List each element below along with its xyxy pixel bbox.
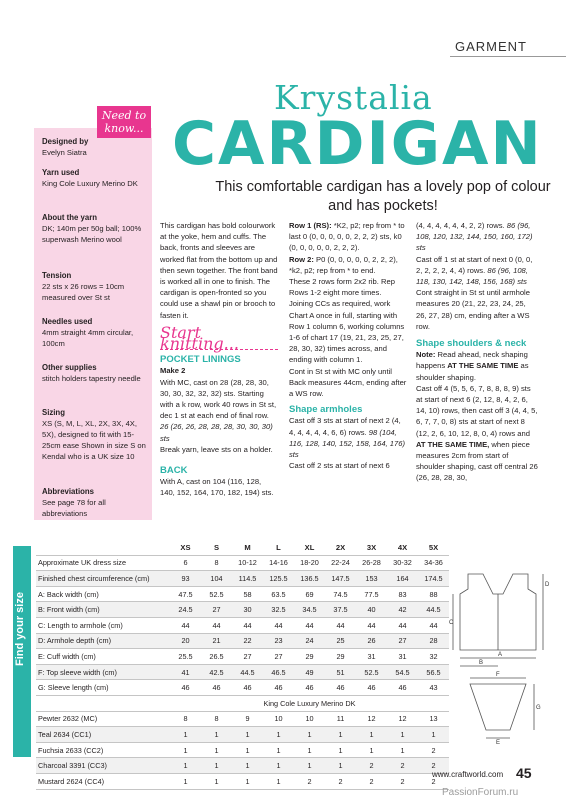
table-cell: 1	[263, 742, 294, 758]
armholes-text	[289, 415, 409, 460]
table-row	[36, 727, 449, 743]
table-cell: 1	[170, 742, 201, 758]
size-header-cell: 5X	[418, 540, 449, 555]
find-your-size-label: Find your size	[14, 592, 26, 666]
table-cell: 1	[356, 742, 387, 758]
table-cell: 34.5	[294, 602, 325, 618]
yarn-header-blank	[36, 695, 170, 711]
table-cell: 2	[356, 758, 387, 774]
table-cell: 46	[356, 680, 387, 696]
table-cell: 1	[263, 727, 294, 743]
table-cell: 1	[201, 742, 232, 758]
table-cell: 46	[232, 680, 263, 696]
table-cell: 44	[325, 617, 356, 633]
size-header-cell: S	[201, 540, 232, 555]
table-cell: 1	[294, 742, 325, 758]
size-header-cell: M	[232, 540, 263, 555]
table-row	[36, 586, 449, 602]
row-label: Pewter 2632 (MC)	[36, 711, 170, 727]
diagram-label-b: B	[479, 660, 484, 666]
yarn-used	[42, 167, 150, 189]
table-cell: 44	[356, 617, 387, 633]
row-1-text: *K2, p2; rep from * to last 0 (0, 0, 0, 0, 0, 2, 2, 2) sts, k0 (0, 0, 0, 0, 0, 2, 2, 2).	[289, 221, 405, 253]
table-cell: 10	[294, 711, 325, 727]
table-cell: 31	[387, 649, 418, 665]
neck-text: when piece measures 2cm from start of shoulder shaping, cast off central 26 (26, 28, 28, 30,	[416, 439, 538, 483]
table-cell: 46	[263, 680, 294, 696]
table-cell: 41	[170, 664, 201, 680]
table-cell: 46	[325, 680, 356, 696]
tension-value: 22 sts x 26 rows = 10cm measured over St st	[42, 282, 125, 302]
row-label: B: Front width (cm)	[36, 602, 170, 618]
table-cell: 47.5	[170, 586, 201, 602]
table-cell: 1	[325, 727, 356, 743]
table-cell: 32	[418, 649, 449, 665]
table-row	[36, 649, 449, 665]
abbreviations	[42, 486, 150, 519]
table-cell: 12	[356, 711, 387, 727]
table-cell: 174.5	[418, 571, 449, 587]
table-cell: 51	[325, 664, 356, 680]
table-cell: 27	[263, 649, 294, 665]
table-cell: 26.5	[201, 649, 232, 665]
table-cell: 1	[263, 773, 294, 789]
yarn-header-row	[36, 695, 449, 711]
table-cell: 1	[263, 758, 294, 774]
table-row	[36, 680, 449, 696]
needles-value: 4mm straight 4mm circular, 100cm	[42, 328, 134, 348]
table-cell: 6	[170, 555, 201, 571]
table-cell: 52.5	[201, 586, 232, 602]
table-cell: 44	[201, 617, 232, 633]
table-cell: 69	[294, 586, 325, 602]
shoulder-castoff: Cast off 4 (5, 5, 6, 7, 8, 8, 8, 9) sts at start of next 6 (2, 12, 8, 4, 2, 6, 14, 10) rows, then cast off 3 (4, 4, 5, 6, 7, 7, 0, 8) sts at start of next 8 (12, 2, 6, 10, 12, 8, 0, 4) rows and	[416, 383, 538, 438]
table-cell: 77.5	[356, 586, 387, 602]
table-cell: 12	[387, 711, 418, 727]
about-yarn-value: DK; 140m per 50g ball; 100% superwash Merino wool	[42, 224, 142, 244]
col3-straight: Cont straight in St st until armhole measures 20 (21, 22, 23, 24, 25, 26, 27, 28) cm, ending after a WS row.	[416, 288, 530, 331]
table-cell: 37.5	[325, 602, 356, 618]
table-cell: 54.5	[387, 664, 418, 680]
pocket-instructions: With MC, cast on 28 (28, 28, 30, 30, 30, 32, 32, 32) sts. Starting with a k row, work 40 rows in St st, dec 1 st at each end of final row.	[160, 377, 277, 421]
table-cell: 136.5	[294, 571, 325, 587]
column-2	[289, 220, 409, 471]
table-cell: 1	[387, 727, 418, 743]
diagram-label-g: G	[536, 705, 541, 711]
table-row	[36, 602, 449, 618]
back-heading: BACK	[160, 465, 188, 477]
table-cell: 1	[418, 727, 449, 743]
table-row	[36, 571, 449, 587]
need-to-know-badge: Need to know...	[97, 106, 151, 138]
diagram-label-a: A	[498, 652, 503, 658]
table-cell: 27	[387, 633, 418, 649]
table-cell: 2	[294, 773, 325, 789]
col3-rows	[416, 220, 538, 254]
table-cell: 8	[201, 555, 232, 571]
col3-rows-text: (4, 4, 4, 4, 4, 4, 2, 2) rows.	[416, 221, 505, 230]
row-label: Charcoal 3391 (CC3)	[36, 758, 170, 774]
row-2-text: P0 (0, 0, 0, 0, 0, 2, 2, 2), *k2, p2; rep from * to end.	[289, 254, 398, 275]
table-cell: 83	[387, 586, 418, 602]
same-time-1: AT THE SAME TIME	[447, 361, 519, 371]
table-cell: 31	[356, 649, 387, 665]
as-shoulder-text: as shoulder shaping.	[416, 361, 529, 382]
table-cell: 27	[201, 602, 232, 618]
about-yarn-label: About the yarn	[42, 213, 98, 222]
table-row	[36, 664, 449, 680]
row-label: Teal 2634 (CC1)	[36, 727, 170, 743]
table-cell: 22	[232, 633, 263, 649]
pattern-title-big: CARDIGAN	[172, 109, 543, 179]
table-cell: 26-28	[356, 555, 387, 571]
table-cell: 27	[232, 649, 263, 665]
pocket-break: Break yarn, leave sts on a holder.	[160, 444, 273, 454]
table-cell: 44	[232, 617, 263, 633]
table-cell: 44	[418, 617, 449, 633]
table-cell: 46	[387, 680, 418, 696]
table-cell: 88	[418, 586, 449, 602]
other-supplies	[42, 362, 150, 384]
table-cell: 2	[325, 773, 356, 789]
row-label: E: Cuff width (cm)	[36, 649, 170, 665]
table-cell: 49	[294, 664, 325, 680]
pattern-title-small: Krystalia	[274, 78, 433, 117]
table-cell: 43	[418, 680, 449, 696]
page-number: 45	[516, 765, 532, 781]
table-cell: 29	[294, 649, 325, 665]
col3-castoff	[416, 254, 538, 288]
row-2	[289, 254, 409, 276]
diagram-label-e: E	[496, 740, 501, 746]
table-cell: 42	[387, 602, 418, 618]
table-cell: 2	[418, 758, 449, 774]
about-yarn	[42, 212, 150, 245]
neck-shaping	[416, 439, 538, 484]
table-cell: 21	[201, 633, 232, 649]
row-label: Fuchsia 2633 (CC2)	[36, 742, 170, 758]
watermark: PassionForum.ru	[442, 787, 519, 798]
size-table	[36, 540, 449, 790]
table-cell: 14-16	[263, 555, 294, 571]
table-cell: 63.5	[263, 586, 294, 602]
size-header-cell: L	[263, 540, 294, 555]
section-divider	[450, 56, 566, 57]
table-cell: 26	[356, 633, 387, 649]
designed-by	[42, 136, 150, 158]
same-time-2: AT THE SAME TIME,	[416, 439, 490, 449]
table-cell: 22-24	[325, 555, 356, 571]
size-header-blank	[36, 540, 170, 555]
yarn-used-value: King Cole Luxury Merino DK	[42, 179, 138, 188]
table-cell: 147.5	[325, 571, 356, 587]
find-your-size-tab	[13, 546, 31, 757]
table-cell: 32.5	[263, 602, 294, 618]
pocket-stitch-count: 26 (26, 26, 28, 28, 28, 30, 30, 30) sts	[160, 422, 273, 443]
size-header-cell: XL	[294, 540, 325, 555]
note-text: Read ahead, neck shaping happens	[416, 350, 528, 371]
garment-schematic	[448, 554, 556, 754]
size-header-cell: XS	[170, 540, 201, 555]
table-row	[36, 773, 449, 789]
table-cell: 2	[418, 742, 449, 758]
table-cell: 46.5	[263, 664, 294, 680]
table-row	[36, 555, 449, 571]
size-header-cell: 2X	[325, 540, 356, 555]
table-cell: 46	[294, 680, 325, 696]
row-2-label: Row 2:	[289, 254, 314, 264]
table-cell: 1	[170, 773, 201, 789]
intro-text: This cardigan has bold colourwork at the yoke, hem and cuffs. The back, fronts and sleeves are worked flat from the bottom up and then sewn together. The front band is worked all in one to finish. The cardigan is open-fronted so you could use a shawl pin or brooch to fasten it.	[160, 221, 278, 320]
table-cell: 44.5	[232, 664, 263, 680]
table-cell: 8	[170, 711, 201, 727]
table-cell: 44	[170, 617, 201, 633]
table-cell: 1	[232, 773, 263, 789]
table-cell: 1	[201, 773, 232, 789]
table-cell: 2	[356, 773, 387, 789]
table-cell: 2	[418, 773, 449, 789]
row-label: Finished chest circumference (cm)	[36, 571, 170, 587]
table-cell: 18-20	[294, 555, 325, 571]
diagram-label-c: C	[449, 620, 454, 626]
start-knitting-heading: Start knitting...	[160, 327, 278, 350]
needles-used	[42, 316, 150, 349]
designed-by-label: Designed by	[42, 137, 89, 146]
table-cell: 24.5	[170, 602, 201, 618]
table-cell: 1	[232, 758, 263, 774]
table-cell: 20	[170, 633, 201, 649]
col3-castoff-count: 86 (96, 108, 118, 130, 142, 148, 156, 168) sts	[416, 265, 528, 287]
shape-shoulders-heading: Shape shoulders & neck	[416, 338, 527, 350]
yarn-used-label: Yarn used	[42, 168, 80, 177]
table-cell: 29	[325, 649, 356, 665]
table-cell: 11	[325, 711, 356, 727]
table-cell: 44	[263, 617, 294, 633]
row-label: F: Top sleeve width (cm)	[36, 664, 170, 680]
sizing	[42, 407, 150, 462]
size-header-row	[36, 540, 449, 555]
table-cell: 1	[294, 758, 325, 774]
yarn-header: King Cole Luxury Merino DK	[170, 695, 449, 711]
table-cell: 1	[170, 727, 201, 743]
footer-url[interactable]: www.craftworld.com	[432, 770, 504, 779]
row-1	[289, 220, 409, 254]
row-label: A: Back width (cm)	[36, 586, 170, 602]
armholes-instructions: Cast off 3 sts at start of next 2 (4, 4, 4, 4, 4, 4, 6, 6) rows.	[289, 416, 401, 437]
back-text: With A, cast on 104 (116, 128, 140, 152, 164, 170, 182, 194) sts.	[160, 477, 274, 498]
table-cell: 23	[263, 633, 294, 649]
table-cell: 153	[356, 571, 387, 587]
table-row	[36, 711, 449, 727]
other-supplies-label: Other supplies	[42, 363, 97, 372]
cast-off-text: Cast off 2 sts at start of next 6	[289, 461, 390, 471]
table-cell: 93	[170, 571, 201, 587]
table-row	[36, 742, 449, 758]
note	[416, 349, 538, 383]
table-cell: 44	[387, 617, 418, 633]
table-cell: 114.5	[232, 571, 263, 587]
table-cell: 2	[387, 758, 418, 774]
chart-text: Joining CCs as required, work Chart A once in full, starting with Row 1 column 6, working columns 1-6 of chart 17 (19, 21, 23, 25, 27, 28, 30, 32) times across, and ending with column 1.	[289, 299, 405, 365]
table-cell: 13	[418, 711, 449, 727]
pocket-text	[160, 377, 278, 444]
abbreviations-value: See page 78 for all abbreviations	[42, 498, 106, 518]
armholes-stitch-count: 98 (104, 116, 128, 140, 152, 158, 164, 176) sts	[289, 427, 405, 460]
table-cell: 125.5	[263, 571, 294, 587]
row-label: D: Armhole depth (cm)	[36, 633, 170, 649]
tension-label: Tension	[42, 271, 72, 280]
continue-text: Cont in St st with MC only until Back measures 44cm, ending after a WS row.	[289, 366, 407, 399]
table-cell: 1	[387, 742, 418, 758]
table-cell: 10-12	[232, 555, 263, 571]
table-cell: 1	[170, 758, 201, 774]
diagram-label-d: D	[545, 582, 550, 588]
table-cell: 46	[201, 680, 232, 696]
table-cell: 164	[387, 571, 418, 587]
table-cell: 25.5	[170, 649, 201, 665]
table-cell: 1	[201, 727, 232, 743]
table-cell: 74.5	[325, 586, 356, 602]
designed-by-value: Evelyn Siatra	[42, 148, 87, 157]
row-1-label: Row 1 (RS):	[289, 221, 332, 230]
table-cell: 25	[325, 633, 356, 649]
table-cell: 42.5	[201, 664, 232, 680]
table-cell: 44	[294, 617, 325, 633]
table-row	[36, 617, 449, 633]
table-cell: 1	[325, 742, 356, 758]
sizing-value: XS (S, M, L, XL, 2X, 3X, 4X, 5X), designed to fit with 15-25cm ease Shown in size S on Kendal who is a UK size 10	[42, 419, 146, 461]
col3-rows-count: 86 (96, 108, 120, 132, 144, 150, 160, 172) sts	[416, 221, 533, 253]
table-cell: 10	[263, 711, 294, 727]
table-row	[36, 633, 449, 649]
table-cell: 1	[201, 758, 232, 774]
table-row	[36, 758, 449, 774]
section-tag: GARMENT	[455, 39, 527, 54]
table-cell: 1	[325, 758, 356, 774]
needles-label: Needles used	[42, 317, 93, 326]
sizing-label: Sizing	[42, 408, 65, 417]
make-2: Make 2	[160, 366, 186, 376]
abbreviations-label: Abbreviations	[42, 487, 94, 496]
table-cell: 56.5	[418, 664, 449, 680]
table-cell: 1	[294, 727, 325, 743]
size-header-cell: 3X	[356, 540, 387, 555]
size-header-cell: 4X	[387, 540, 418, 555]
diagram-label-f: F	[496, 672, 500, 678]
pocket-linings-heading: POCKET LININGS	[160, 354, 241, 366]
table-cell: 1	[232, 742, 263, 758]
table-cell: 52.5	[356, 664, 387, 680]
table-cell: 24	[294, 633, 325, 649]
tension	[42, 270, 150, 303]
column-3	[416, 220, 538, 484]
table-cell: 28	[418, 633, 449, 649]
column-1	[160, 220, 278, 499]
table-cell: 8	[201, 711, 232, 727]
table-cell: 2	[387, 773, 418, 789]
row-label: C: Length to armhole (cm)	[36, 617, 170, 633]
other-supplies-value: stitch holders tapestry needle	[42, 374, 141, 383]
table-cell: 9	[232, 711, 263, 727]
shape-armholes-heading: Shape armholes	[289, 404, 363, 416]
table-cell: 46	[170, 680, 201, 696]
table-cell: 104	[201, 571, 232, 587]
table-cell: 1	[356, 727, 387, 743]
table-cell: 30	[232, 602, 263, 618]
row-label: Mustard 2624 (CC4)	[36, 773, 170, 789]
table-cell: 40	[356, 602, 387, 618]
col3-castoff-text: Cast off 1 st at start of next 0 (0, 0, 2, 2, 2, 2, 4, 4) rows.	[416, 254, 533, 275]
row-label: Approximate UK dress size	[36, 555, 170, 571]
table-cell: 1	[232, 727, 263, 743]
row-label: G: Sleeve length (cm)	[36, 680, 170, 696]
table-cell: 58	[232, 586, 263, 602]
table-cell: 34-36	[418, 555, 449, 571]
table-cell: 44.5	[418, 602, 449, 618]
table-cell: 30-32	[387, 555, 418, 571]
pattern-subtitle: This comfortable cardigan has a lovely pop of colour and has pockets!	[215, 179, 551, 214]
rib-text: These 2 rows form 2x2 rib. Rep Rows 1-2 eight more times.	[289, 277, 395, 298]
note-label: Note:	[416, 350, 436, 360]
